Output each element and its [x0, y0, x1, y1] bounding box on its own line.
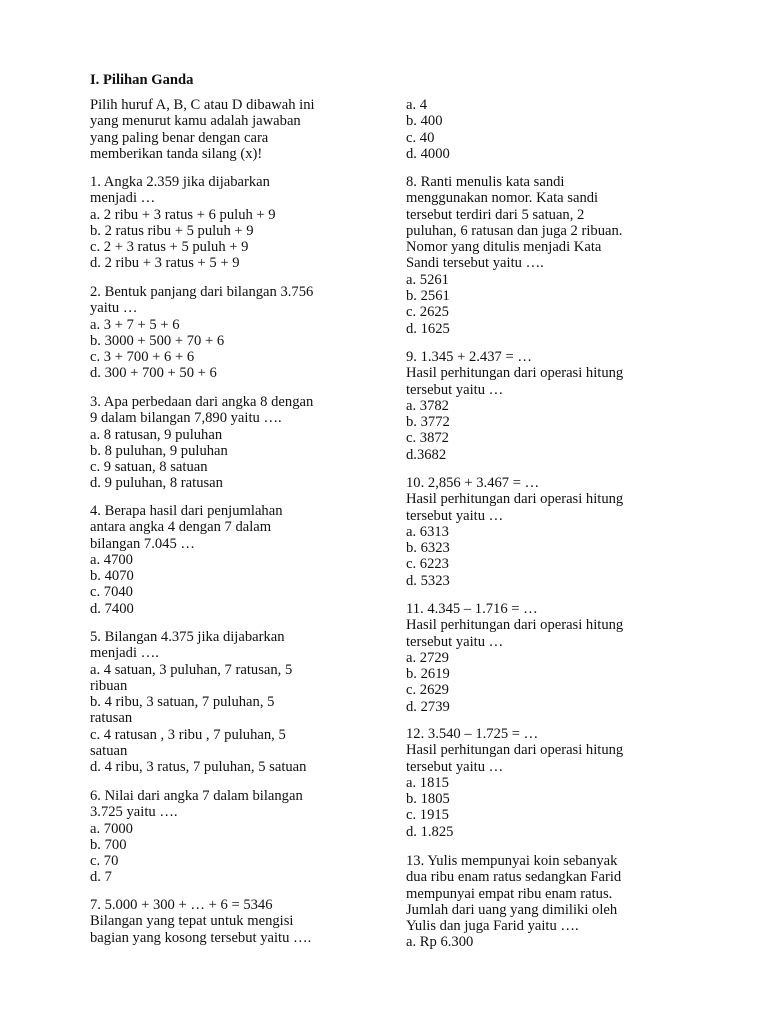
answer-option: c. 1915 — [406, 807, 449, 824]
answer-option: c. 3872 — [406, 430, 449, 447]
instruction-line: yang paling benar dengan cara — [90, 129, 269, 146]
question-text: 11. 4.345 – 1.716 = … — [406, 601, 538, 617]
instruction-line: Pilih huruf A, B, C atau D dibawah ini — [90, 97, 315, 113]
question-text: Hasil perhitungan dari operasi hitung — [406, 491, 624, 508]
answer-option: a. 8 ratusan, 9 puluhan — [90, 426, 223, 443]
question-text: 3. Apa perbedaan dari angka 8 dengan — [90, 394, 314, 410]
question-text: tersebut terdiri dari 5 satuan, 2 — [406, 206, 585, 223]
question-text: 9. 1.345 + 2.437 = … — [406, 349, 532, 365]
question-13 — [406, 853, 676, 951]
question-text: Nomor yang ditulis menjadi Kata — [406, 239, 602, 256]
question-text: puluhan, 6 ratusan dan juga 2 ribuan. — [406, 222, 623, 239]
answer-option: ribuan — [90, 677, 128, 694]
question-text: Jumlah dari uang yang dimiliki oleh — [406, 901, 618, 918]
question-text: 8. Ranti menulis kata sandi — [406, 174, 565, 190]
question-text: Hasil perhitungan dari operasi hitung — [406, 617, 624, 634]
answer-option: d. 9 puluhan, 8 ratusan — [90, 475, 223, 492]
question-text: Hasil perhitungan dari operasi hitung — [406, 365, 624, 382]
answer-option: c. 2625 — [406, 304, 449, 321]
instruction-line: yang menurut kamu adalah jawaban — [90, 113, 301, 130]
question-text: tersebut yaitu … — [406, 758, 504, 775]
answer-option: b. 6323 — [406, 540, 450, 557]
question-12 — [406, 726, 676, 840]
answer-option: d. 7400 — [90, 600, 134, 617]
answer-option: b. 8 puluhan, 9 puluhan — [90, 442, 228, 459]
question-text: antara angka 4 dengan 7 dalam — [90, 519, 272, 536]
instruction-line: memberikan tanda silang (x)! — [90, 145, 263, 162]
answer-option: a. 4 — [406, 97, 428, 113]
answer-option: c. 9 satuan, 8 satuan — [90, 459, 208, 476]
question-text: menggunakan nomor. Kata sandi — [406, 190, 599, 207]
answer-option: ratusan — [90, 710, 133, 727]
question-text: tersebut yaitu … — [406, 381, 504, 398]
answer-option: satuan — [90, 743, 128, 760]
question-text: menjadi … — [90, 190, 156, 207]
question-text: Yulis dan juga Farid yaitu …. — [406, 918, 579, 935]
answer-option: c. 7040 — [90, 584, 133, 601]
answer-option: d. 1.825 — [406, 823, 454, 840]
question-text: 4. Berapa hasil dari penjumlahan — [90, 503, 283, 519]
answer-option: a. 2729 — [406, 649, 449, 666]
question-3 — [90, 394, 375, 492]
question-text: 12. 3.540 – 1.725 = … — [406, 726, 539, 742]
question-text: menjadi …. — [90, 645, 159, 662]
question-4 — [90, 503, 375, 617]
answer-option: b. 700 — [90, 836, 127, 853]
question-text: 10. 2,856 + 3.467 = … — [406, 475, 540, 491]
answer-option: d. 5323 — [406, 572, 450, 589]
question-text: 3.725 yaitu …. — [90, 804, 178, 821]
question-text: bagian yang kosong tersebut yaitu …. — [90, 929, 312, 946]
answer-option: d. 4 ribu, 3 ratus, 7 puluhan, 5 satuan — [90, 759, 307, 776]
question-text: 13. Yulis mempunyai koin sebanyak — [406, 853, 618, 869]
answer-option: a. 6313 — [406, 523, 449, 540]
answer-option: a. 2 ribu + 3 ratus + 6 puluh + 9 — [90, 206, 276, 223]
answer-option: a. 5261 — [406, 271, 449, 288]
answer-option: a. 4700 — [90, 551, 133, 568]
answer-option: d. 300 + 700 + 50 + 6 — [90, 365, 217, 382]
answer-option: b. 2561 — [406, 288, 450, 305]
question-text: Sandi tersebut yaitu …. — [406, 255, 544, 272]
answer-option: b. 3000 + 500 + 70 + 6 — [90, 332, 225, 349]
question-2 — [90, 284, 375, 382]
question-text: Hasil perhitungan dari operasi hitung — [406, 742, 624, 759]
answer-option: a. 3782 — [406, 397, 449, 414]
question-5 — [90, 629, 375, 776]
question-text: 7. 5.000 + 300 + … + 6 = 5346 — [90, 897, 273, 913]
question-1 — [90, 174, 375, 272]
section-title: I. Pilihan Ganda — [90, 72, 194, 88]
answer-option: b. 3772 — [406, 414, 450, 431]
answer-option: b. 1805 — [406, 791, 450, 808]
question-text: dua ribu enam ratus sedangkan Farid — [406, 869, 622, 886]
question-10 — [406, 475, 676, 589]
answer-option: b. 2619 — [406, 666, 450, 683]
question-text: tersebut yaitu … — [406, 633, 504, 650]
question-text: 1. Angka 2.359 jika dijabarkan — [90, 174, 270, 190]
answer-option: d. 2 ribu + 3 ratus + 5 + 9 — [90, 255, 240, 272]
question-text: 2. Bentuk panjang dari bilangan 3.756 — [90, 284, 314, 300]
instructions — [90, 97, 375, 162]
answer-option: c. 40 — [406, 129, 435, 146]
answer-option: d. 7 — [90, 869, 112, 886]
answer-option: a. 3 + 7 + 5 + 6 — [90, 316, 180, 333]
answer-option: b. 4070 — [90, 568, 134, 585]
question-6 — [90, 788, 375, 886]
answer-option: c. 4 ratusan , 3 ribu , 7 puluhan, 5 — [90, 726, 286, 743]
question-text: 6. Nilai dari angka 7 dalam bilangan — [90, 788, 303, 804]
answer-option: a. 1815 — [406, 774, 449, 791]
question-9 — [406, 349, 676, 463]
question-text: bilangan 7.045 … — [90, 535, 195, 552]
question-text: tersebut yaitu … — [406, 507, 504, 524]
answer-option: b. 4 ribu, 3 satuan, 7 puluhan, 5 — [90, 694, 275, 711]
question-7-options — [406, 97, 676, 162]
question-text: 5. Bilangan 4.375 jika dijabarkan — [90, 629, 285, 645]
question-11 — [406, 601, 676, 715]
answer-option: d.3682 — [406, 446, 447, 463]
answer-option: c. 3 + 700 + 6 + 6 — [90, 349, 195, 366]
answer-option: d. 1625 — [406, 320, 450, 337]
answer-option: c. 2629 — [406, 682, 449, 699]
answer-option: c. 2 + 3 ratus + 5 puluh + 9 — [90, 239, 249, 256]
answer-option: d. 4000 — [406, 145, 450, 162]
question-text: yaitu … — [90, 300, 138, 317]
answer-option: b. 400 — [406, 113, 443, 130]
answer-option: d. 2739 — [406, 698, 450, 715]
question-text: 9 dalam bilangan 7,890 yaitu …. — [90, 410, 282, 427]
answer-option: a. Rp 6.300 — [406, 934, 474, 951]
answer-option: c. 70 — [90, 853, 119, 870]
question-text: Bilangan yang tepat untuk mengisi — [90, 913, 294, 930]
question-7 — [90, 897, 375, 946]
answer-option: b. 2 ratus ribu + 5 puluh + 9 — [90, 222, 254, 239]
question-8 — [406, 174, 676, 337]
answer-option: c. 6223 — [406, 556, 449, 573]
question-text: mempunyai empat ribu enam ratus. — [406, 885, 613, 902]
answer-option: a. 7000 — [90, 820, 133, 837]
answer-option: a. 4 satuan, 3 puluhan, 7 ratusan, 5 — [90, 661, 293, 678]
